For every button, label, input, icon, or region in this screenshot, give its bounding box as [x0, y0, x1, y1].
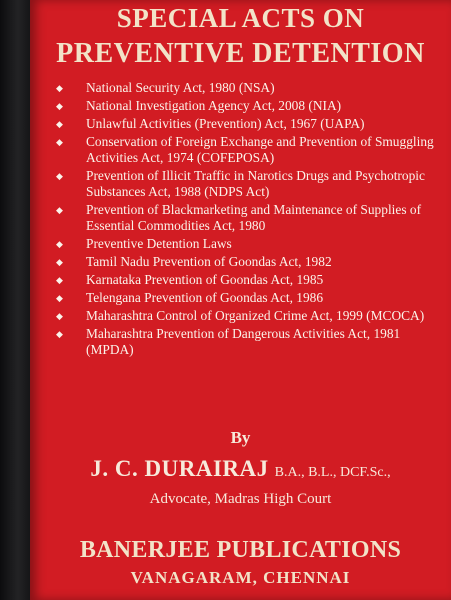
- act-label: Conservation of Foreign Exchange and Prevention of Smuggling Activities Act, 1974 (COFEPOSA): [86, 133, 434, 165]
- cover-front-panel: [30, 0, 451, 600]
- act-label: Maharashtra Control of Organized Crime Act, 1999 (MCOCA): [86, 307, 425, 323]
- act-item: [56, 272, 446, 288]
- act-item: [56, 134, 446, 167]
- acts-list: [56, 80, 446, 360]
- diamond-bullet-icon: ◆: [56, 310, 63, 321]
- act-item: [56, 236, 446, 252]
- act-item: [56, 254, 446, 270]
- act-label: Prevention of Blackmarketing and Maintenance of Supplies of Essential Commodities Act, 1980: [86, 202, 422, 234]
- act-label: National Investigation Agency Act, 2008 (NIA): [86, 97, 342, 113]
- author-name: J. C. DURAIRAJ: [90, 456, 269, 481]
- author-line: [30, 456, 451, 482]
- diamond-bullet-icon: ◆: [56, 136, 63, 147]
- diamond-bullet-icon: ◆: [56, 292, 63, 303]
- act-item: [56, 80, 446, 96]
- by-label: By: [230, 428, 251, 447]
- diamond-bullet-icon: ◆: [56, 83, 63, 93]
- act-item: [56, 168, 446, 201]
- publisher-name: BANERJEE PUBLICATIONS: [79, 537, 402, 563]
- act-label: Tamil Nadu Prevention of Goondas Act, 1982: [86, 254, 332, 270]
- author-role: Advocate, Madras High Court: [149, 491, 332, 507]
- title-line-2: PREVENTIVE DETENTION: [56, 38, 425, 69]
- title-line-1: SPECIAL ACTS ON: [116, 3, 365, 33]
- act-label: Karnataka Prevention of Goondas Act, 1985: [86, 272, 324, 288]
- diamond-bullet-icon: ◆: [56, 257, 63, 268]
- act-item: [56, 98, 446, 114]
- diamond-bullet-icon: ◆: [56, 100, 63, 111]
- diamond-bullet-icon: ◆: [56, 205, 63, 216]
- diamond-bullet-icon: ◆: [56, 328, 63, 339]
- act-item: [56, 290, 446, 306]
- diamond-bullet-icon: ◆: [56, 170, 63, 181]
- diamond-bullet-icon: ◆: [56, 239, 63, 250]
- act-label: Maharashtra Prevention of Dangerous Activities Act, 1981 (MPDA): [86, 325, 401, 357]
- act-label: Telengana Prevention of Goondas Act, 1986: [86, 289, 324, 305]
- diamond-bullet-icon: ◆: [56, 275, 63, 286]
- author-degrees: B.A., B.L., DCF.Sc.,: [274, 465, 391, 480]
- publisher-place: VANAGARAM, CHENNAI: [130, 568, 351, 587]
- act-label: Unlawful Activities (Prevention) Act, 1967 (UAPA): [86, 115, 365, 131]
- act-item: [56, 116, 446, 132]
- act-label: Preventive Detention Laws: [86, 236, 232, 252]
- act-item: [56, 326, 446, 359]
- book-spine: [0, 0, 30, 600]
- act-label: Prevention of Illicit Traffic in Narotics Drugs and Psychotropic Substances Act, 1988 (NDPS Act): [86, 167, 425, 200]
- act-item: [56, 308, 446, 324]
- act-item: [56, 202, 446, 235]
- diamond-bullet-icon: ◆: [56, 118, 63, 129]
- act-label: National Security Act, 1980 (NSA): [86, 80, 275, 95]
